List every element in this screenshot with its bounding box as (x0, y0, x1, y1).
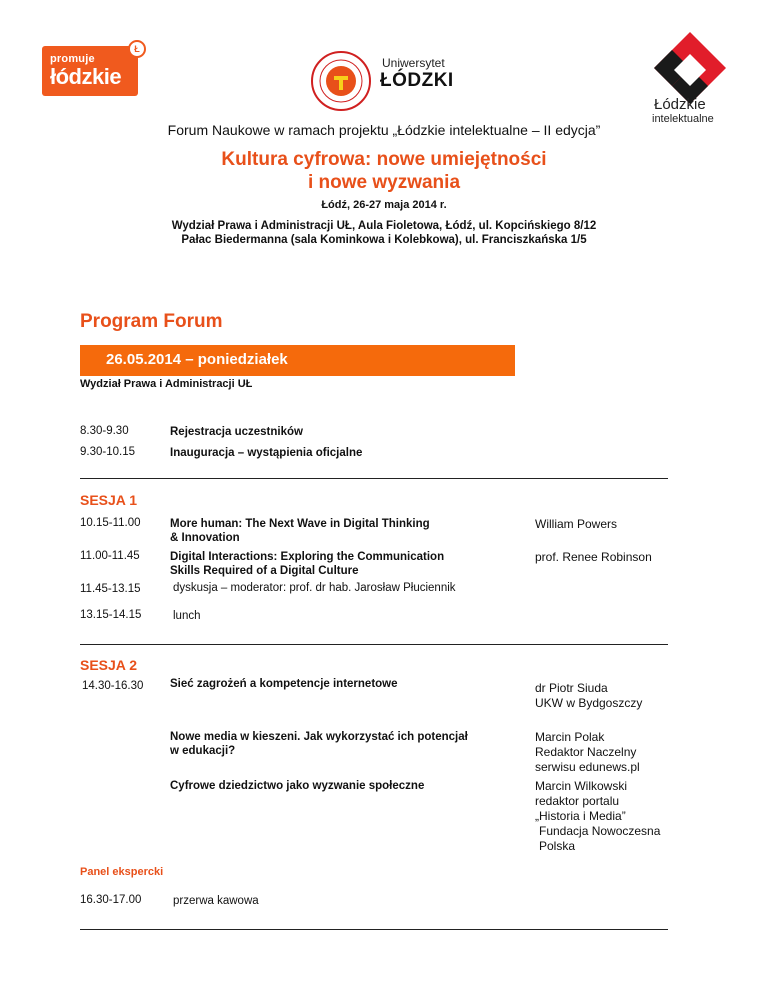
time-slot: 14.30-16.30 (82, 680, 144, 692)
time-slot: 10.15-11.00 (80, 517, 141, 529)
divider (80, 929, 668, 930)
session-1-label: SESJA 1 (80, 492, 138, 508)
li-name-line2: intelektualne (652, 113, 714, 125)
li-name-line1: Łódzkie (654, 96, 706, 113)
forum-subtitle: Forum Naukowe w ramach projektu „Łódzkie intelektualne – II edycja” (167, 122, 601, 138)
speaker: William Powers (535, 517, 618, 531)
zloty-sign-icon: Ł (128, 40, 146, 58)
divider (80, 478, 668, 479)
day-venue: Wydział Prawa i Administracji UŁ (80, 378, 253, 390)
time-slot: 16.30-17.00 (80, 894, 142, 906)
panel-label: Panel ekspercki (80, 866, 164, 878)
agenda-topic: Rejestracja uczestników (170, 426, 303, 438)
agenda-topic: Sieć zagrożeń a kompetencje internetowe (170, 678, 398, 690)
agenda-topic: Nowe media w kieszeni. Jak wykorzystać ich potencjał w edukacji? (170, 731, 468, 757)
program-title: Program Forum (80, 311, 223, 332)
agenda-topic: lunch (173, 610, 201, 622)
promuje-lodzkie-logo: promuje łódzkie Ł (42, 46, 138, 96)
event-title: Kultura cyfrowa: nowe umiejętności i nowe wyzwania (221, 149, 547, 193)
speaker: prof. Renee Robinson (535, 550, 652, 564)
time-slot: 11.45-13.15 (80, 583, 141, 595)
agenda-topic: dyskusja – moderator: prof. dr hab. Jarosław Płuciennik (173, 582, 456, 594)
university-seal-icon (310, 50, 372, 112)
uni-name-line2: ŁÓDZKI (380, 70, 454, 91)
event-venues: Wydział Prawa i Administracji UŁ, Aula Fioletowa, Łódź, ul. Kopcińskiego 8/12 Pałac Biedermanna (sala Kominkowa i Kolebkowa), ul. Franciszkańska 1/5 (171, 220, 597, 246)
agenda-topic: Inauguracja – wystąpienia oficjalne (170, 447, 363, 459)
divider (80, 644, 668, 645)
session-2-label: SESJA 2 (80, 657, 138, 673)
time-slot: 13.15-14.15 (80, 609, 142, 621)
time-slot: 11.00-11.45 (80, 550, 140, 562)
speaker: Marcin Polak Redaktor Naczelny serwisu edunews.pl (535, 730, 640, 774)
day-banner: 26.05.2014 – poniedziałek (80, 345, 515, 376)
agenda-topic: Cyfrowe dziedzictwo jako wyzwanie społeczne (170, 780, 425, 792)
time-slot: 9.30-10.15 (80, 446, 135, 458)
speaker: Marcin Wilkowski redaktor portalu „Historia i Media” Fundacja Nowoczesna Polska (535, 779, 661, 853)
uni-name-line1: Uniwersytet (382, 56, 445, 70)
time-slot: 8.30-9.30 (80, 425, 129, 437)
event-date: Łódź, 26-27 maja 2014 r. (321, 199, 447, 211)
speaker: dr Piotr Siuda UKW w Bydgoszczy (535, 681, 643, 710)
agenda-topic: przerwa kawowa (173, 895, 259, 907)
agenda-topic: Digital Interactions: Exploring the Communication Skills Required of a Digital Culture (170, 551, 445, 577)
agenda-topic: More human: The Next Wave in Digital Thinking & Innovation (170, 518, 430, 544)
